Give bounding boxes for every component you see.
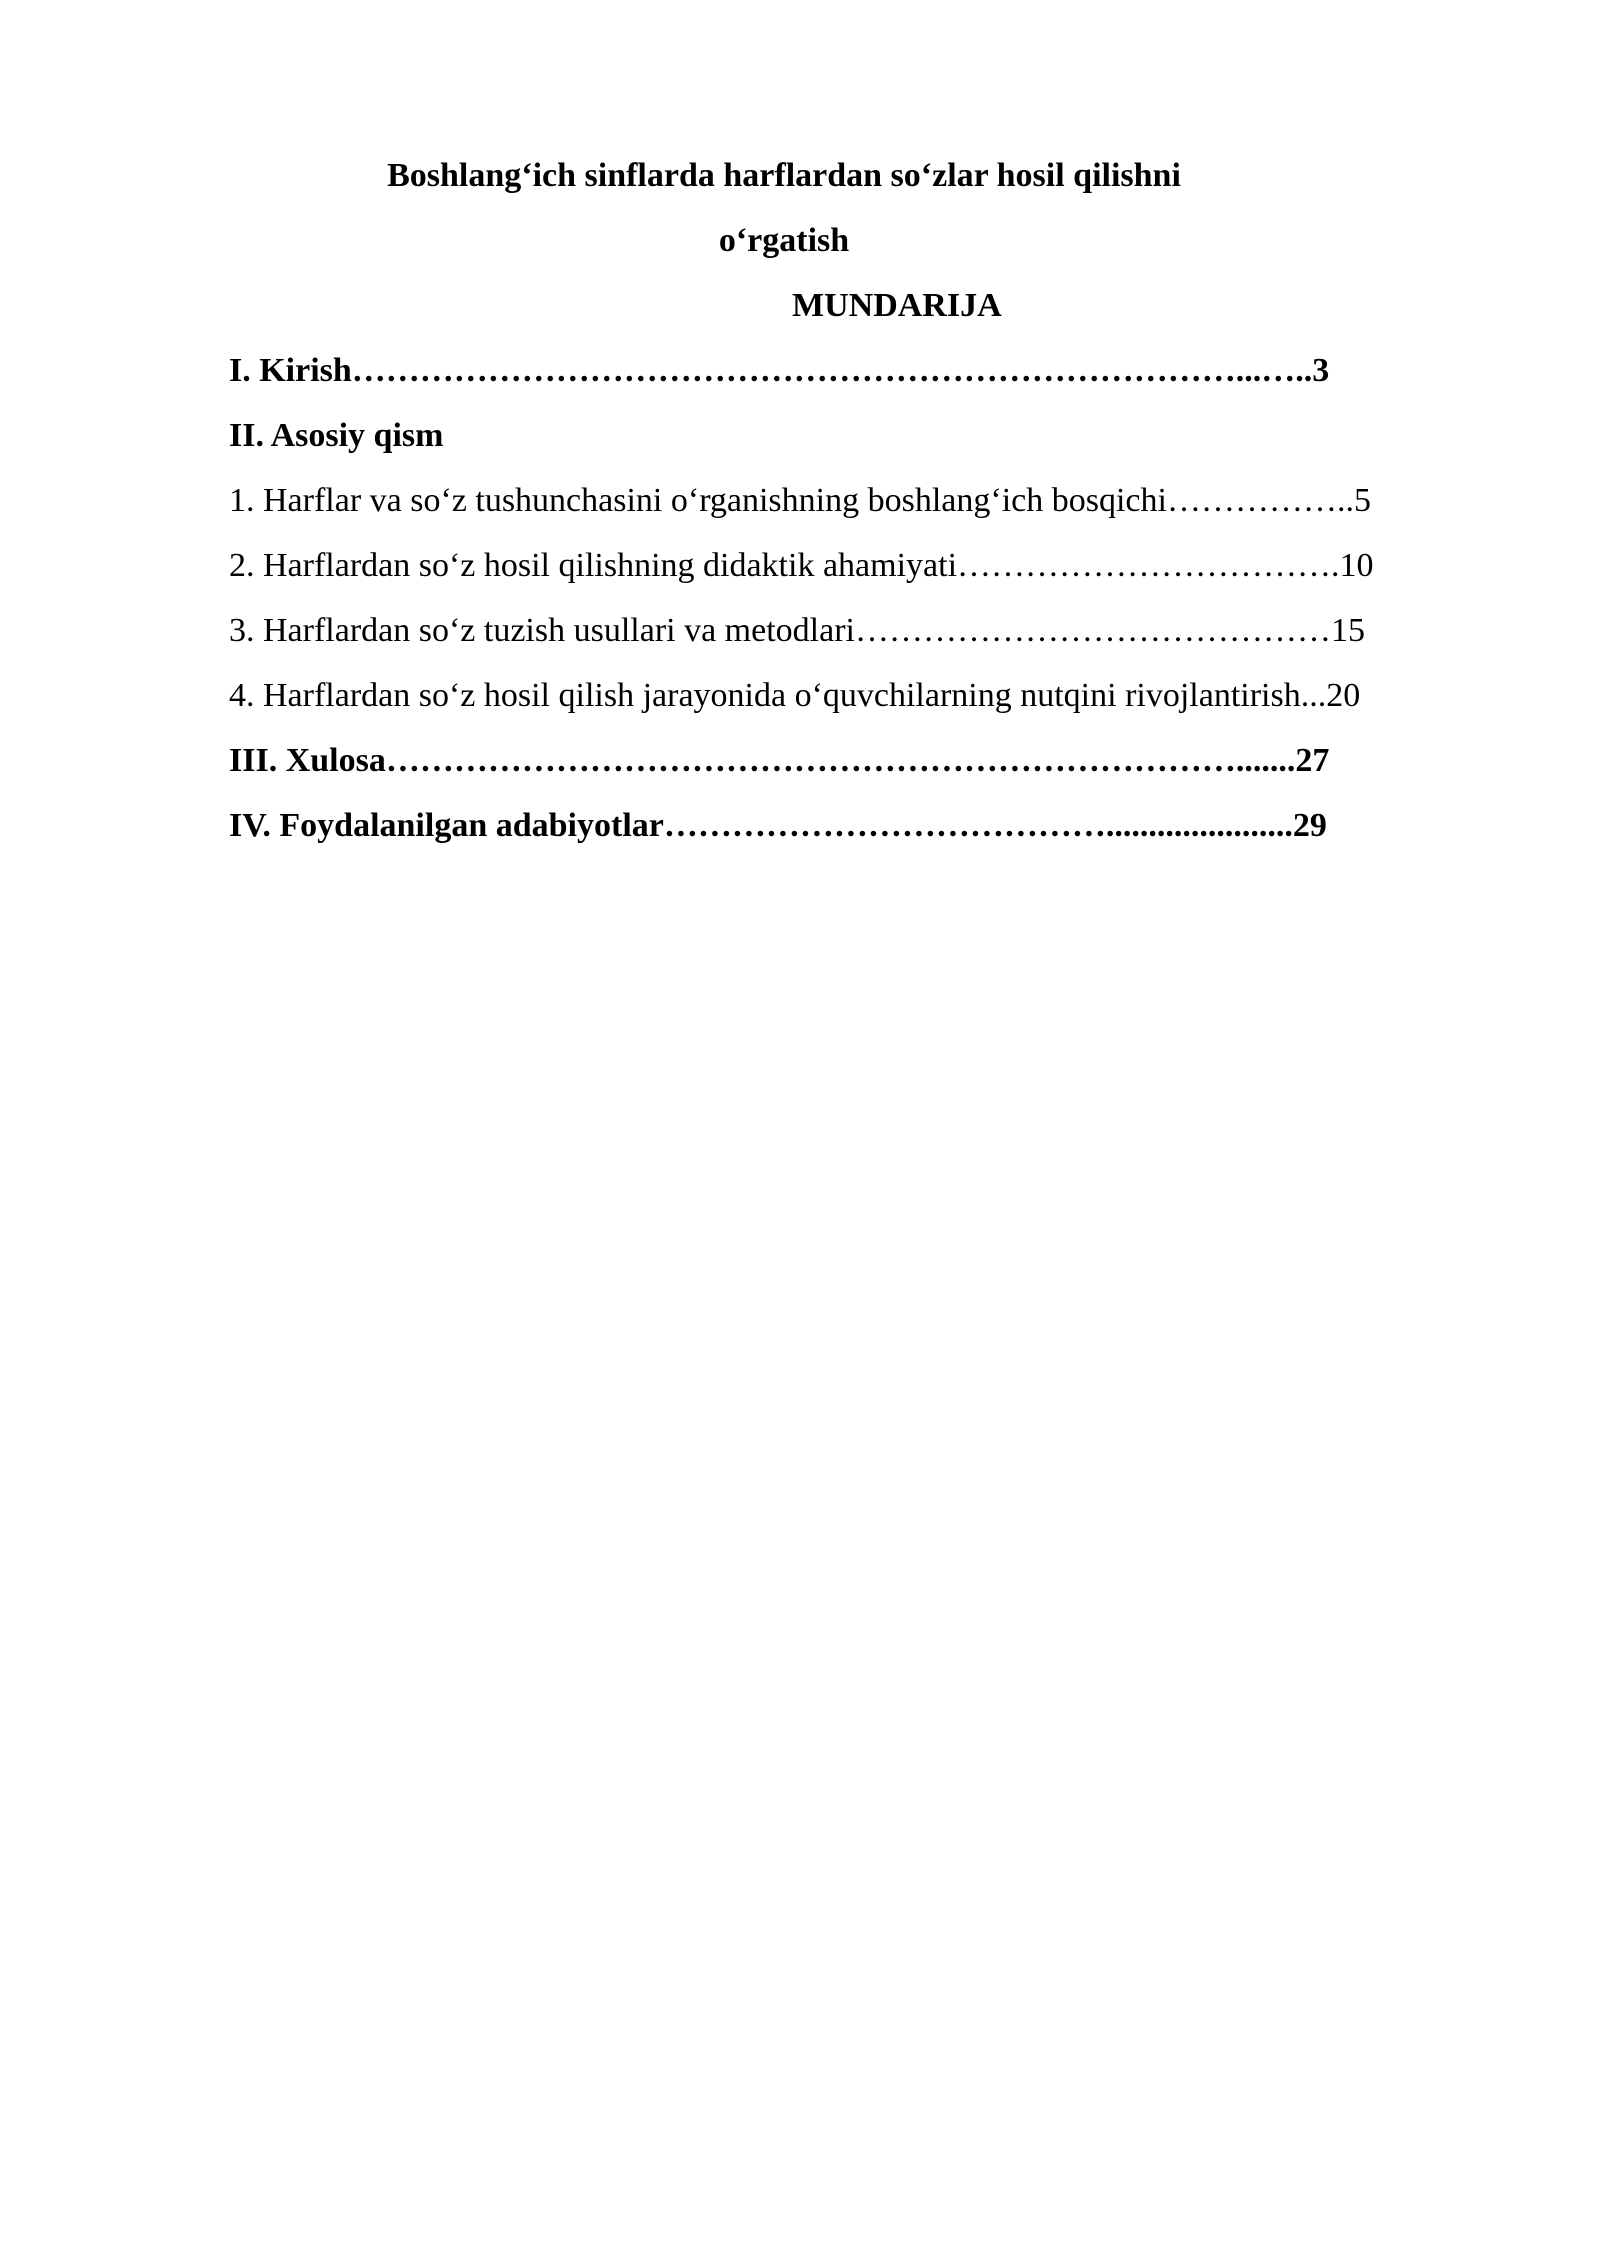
toc-entry-section-3: 3. Harflardan so‘z tuzish usullari va metodlari……………………………………15 [229, 612, 1365, 649]
toc-entry-introduction: I. Kirish……………………………………………………………………...…..3 [229, 352, 1330, 389]
contents-heading: MUNDARIJA [792, 287, 1002, 324]
toc-entry-section-4: 4. Harflardan so‘z hosil qilish jarayonida o‘quvchilarning nutqini rivojlantirish...20 [229, 677, 1361, 714]
toc-entry-section-1: 1. Harflar va so‘z tushunchasini o‘rganishning boshlang‘ich bosqichi……………..5 [229, 482, 1371, 519]
toc-entry-section-2: 2. Harflardan so‘z hosil qilishning didaktik ahamiyati…………………………….10 [229, 547, 1374, 584]
toc-entry-conclusion: III. Xulosa………………………………………………………………….......27 [229, 742, 1330, 779]
document-title-line-2: o‘rgatish [718, 222, 850, 259]
document-title-line-1: Boshlang‘ich sinflarda harflardan so‘zlar hosil qilishni [387, 157, 1181, 194]
toc-entry-references: IV. Foydalanilgan adabiyotlar…………………………………......................29 [229, 807, 1327, 844]
toc-entry-main-part: II. Asosiy qism [229, 417, 444, 454]
